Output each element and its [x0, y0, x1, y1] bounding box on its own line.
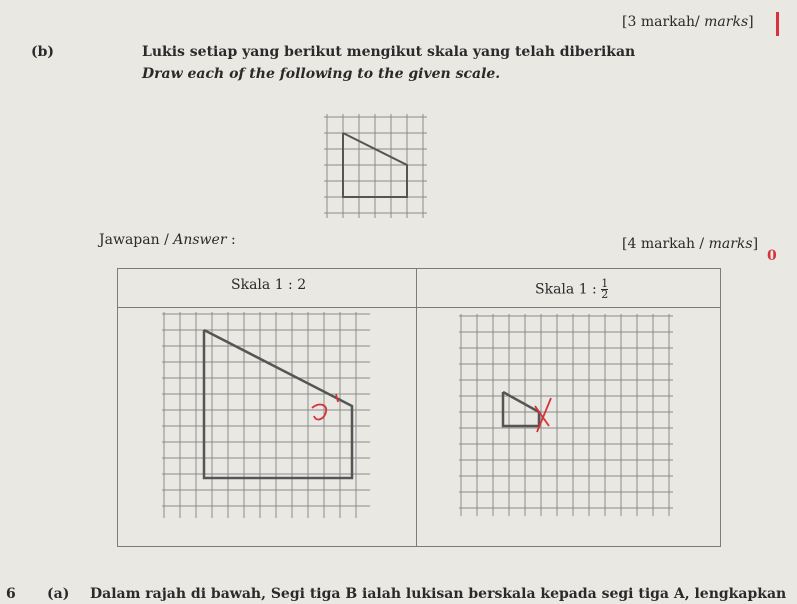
reference-grid-lines: [324, 114, 427, 218]
table-header-divider: [118, 307, 720, 308]
question-part: (a): [47, 586, 70, 602]
question-number: 6: [6, 586, 16, 602]
column-header-scale-1-2: Skala 1 : 2: [231, 277, 307, 293]
instruction-english: Draw each of the following to the given scale.: [142, 66, 501, 82]
answer-grid-scale-1-2: [162, 312, 372, 520]
red-score-zero: 0: [767, 248, 777, 264]
table-column-divider: [416, 269, 417, 546]
part-label: (b): [31, 44, 55, 60]
reference-grid: [324, 114, 428, 220]
student-drawn-small-shape: [503, 392, 539, 426]
marks-answer: [4 markah / marks]: [622, 236, 759, 252]
marks-top: [3 markah/ marks]: [622, 14, 754, 30]
question-text: Dalam rajah di bawah, Segi tiga B ialah lukisan berskala kepada segi tiga A, lengkapkan: [90, 586, 787, 602]
column-header-scale-1-half: Skala 1 : $\frac{1}{2}$: [535, 277, 609, 301]
right-grid-lines: [459, 314, 673, 516]
instruction-malay: Lukis setiap yang berikut mengikut skala yang telah diberikan: [142, 44, 636, 60]
answer-label: Jawapan / Answer :: [99, 232, 236, 248]
left-grid-lines: [162, 312, 370, 518]
student-drawn-shape: [204, 330, 352, 478]
fraction-half: $\frac{1}{2}$: [601, 277, 609, 301]
answer-grid-scale-1-half: [459, 314, 675, 518]
red-tick-mark: [776, 12, 779, 36]
